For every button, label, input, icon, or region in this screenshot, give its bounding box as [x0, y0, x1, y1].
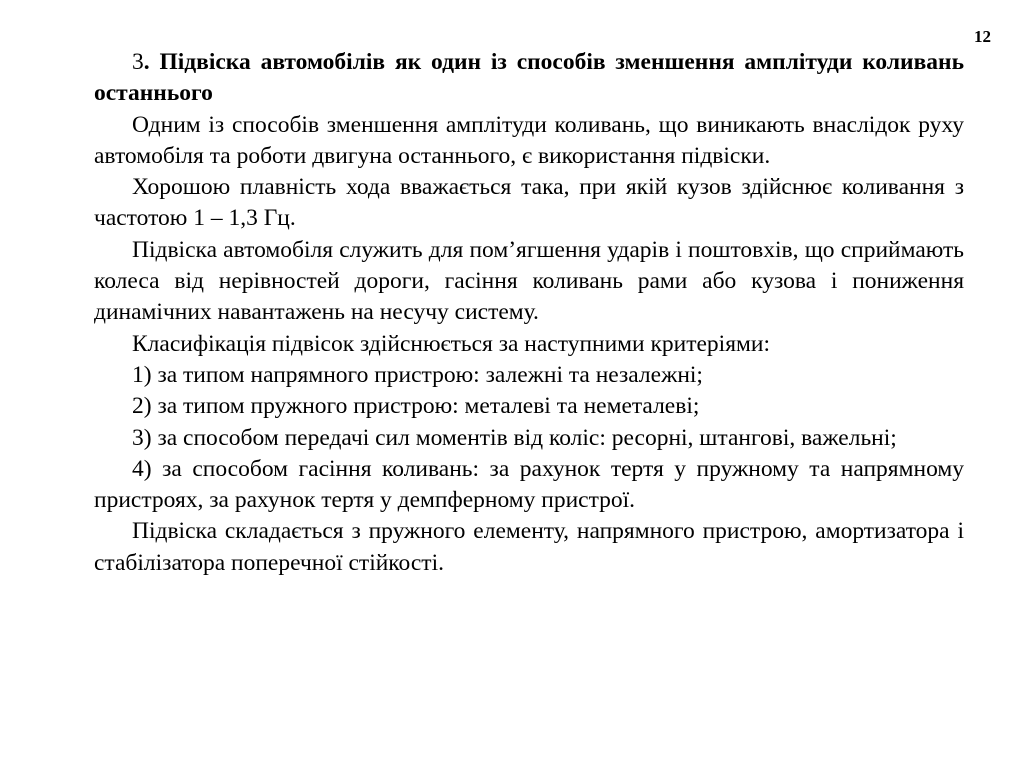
section-heading — [94, 47, 964, 110]
list-item-1: 1) за типом напрямного пристрою: залежні та незалежні; — [132, 361, 703, 388]
paragraph-components: Підвіска складається з пружного елементу, напрямного пристрою, амортизатора і стабілізатора поперечної стійкості. — [94, 518, 964, 576]
paragraph-intro: Одним із способів зменшення амплітуди коливань, що виникають внаслідок руху автомобіля та роботи двигуна останнього, є використання підвіски. — [94, 111, 964, 169]
paragraph-ride-smoothness: Хорошою плавність хода вважається така, при якій кузов здійснює коливання з частотою 1 – 1,3 Гц. — [94, 174, 964, 232]
list-item-3: 3) за способом передачі сил моментів від коліс: ресорні, штангові, важельні; — [132, 424, 897, 451]
paragraph-classification: Класифікація підвісок здійснюється за наступними критеріями: — [132, 330, 770, 357]
section-title: . Підвіска автомобілів як один із способів зменшення амплітуди коливань останнього — [94, 49, 964, 107]
page-number: 12 — [974, 27, 991, 46]
list-item-4: 4) за способом гасіння коливань: за рахунок тертя у пружному та напрямному пристроях, за рахунок тертя у демпферному пристрої. — [94, 455, 964, 514]
section-number: 3 — [132, 49, 144, 75]
document-body — [94, 47, 964, 579]
list-item-2: 2) за типом пружного пристрою: металеві та неметалеві; — [132, 393, 700, 420]
paragraph-suspension-purpose: Підвіска автомобіля служить для пом’ягшення ударів і поштовхів, що сприймають колеса від нерівностей дороги, гасіння коливань рами або кузова і пониження динамічних навантажень на несучу систему. — [94, 236, 964, 326]
